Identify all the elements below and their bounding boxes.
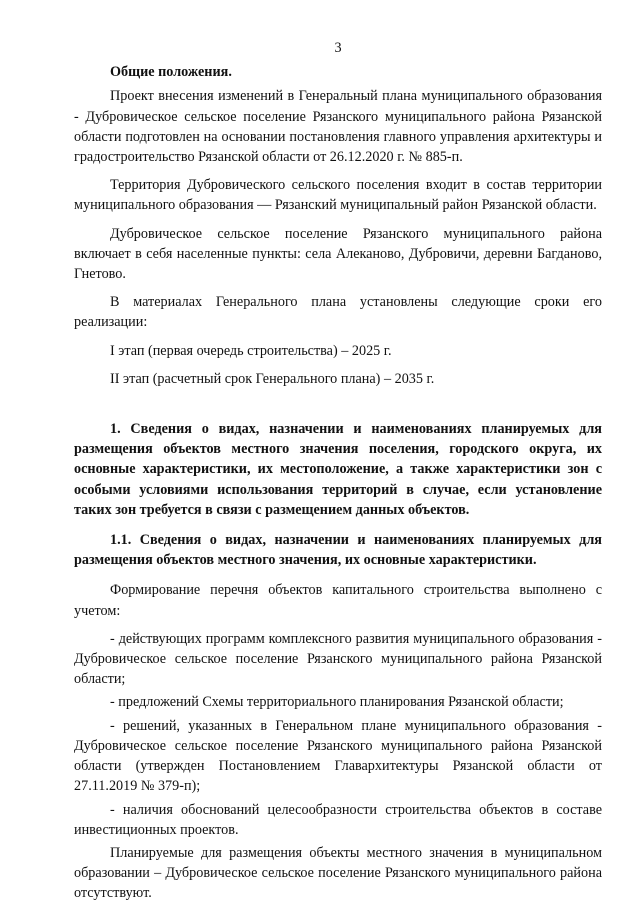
spacer [74, 397, 602, 419]
list-item-programs: - действующих программ комплексного развития муниципального образования - Дубровическое сельское поселение Рязанского муниципального района Рязанской области; [74, 630, 602, 688]
paragraph-list-intro: Формирование перечня объектов капитального строительства выполнено с учетом: [74, 582, 602, 619]
section-1-1-title: 1.1. Сведения о видах, назначении и наименованиях планируемых для размещения объектов местного значения, их основные характеристики. [74, 532, 602, 569]
paragraph-project-basis: Проект внесения изменений в Генеральный плана муниципального образования - Дубровическое сельское поселение Рязанского муниципального района Рязанской области подготовлен на основании постановления главного управления архитектуры и градостроительство Рязанской области от 26.12.2020 г. № 885-п. [74, 88, 602, 166]
section-heading-general: Общие положения. [110, 64, 232, 81]
paragraph-settlements: Дубровическое сельское поселение Рязанского муниципального района включает в себя населенные пункты: села Алеканово, Дубровичи, деревни Багданово, Гнетово. [74, 225, 602, 283]
section-1-title: 1. Сведения о видах, назначении и наименованиях планируемых для размещения объектов местного значения поселения, городского округа, их основные характеристики, их местоположение, а также характеристики зон с особыми условиями использования территорий в случае, если установление таких зон требуется в связи с размещением данных объектов. [74, 421, 602, 518]
paragraph-territory: Территория Дубровического сельского поселения входит в состав территории муниципального образования — Рязанский муниципальный район Рязанской области. [74, 177, 602, 214]
paragraph-terms: В материалах Генерального плана установлены следующие сроки его реализации: [74, 294, 602, 331]
list-item-scheme: - предложений Схемы территориального планирования Рязанской области; [110, 694, 564, 711]
paragraph-stage-1: I этап (первая очередь строительства) – 2025 г. [110, 342, 392, 359]
list-item-justifications: - наличия обоснований целесообразности строительства объектов в составе инвестиционных проектов. [74, 801, 602, 838]
list-item-decisions: - решений, указанных в Генеральном плане муниципального образования - Дубровическое сельское поселение Рязанского муниципального района Рязанской области (утвержден Постановлением Главархитектуры Рязанской области от 27.11.2019 № 379-п); [74, 717, 602, 795]
paragraph-conclusion: Планируемые для размещения объекты местного значения в муниципальном образовании – Дубровическое сельское поселение Рязанского муниципального района отсутствуют. [74, 844, 602, 902]
page-number: 3 [334, 40, 342, 56]
paragraph-stage-2: II этап (расчетный срок Генерального плана) – 2035 г. [110, 370, 435, 387]
